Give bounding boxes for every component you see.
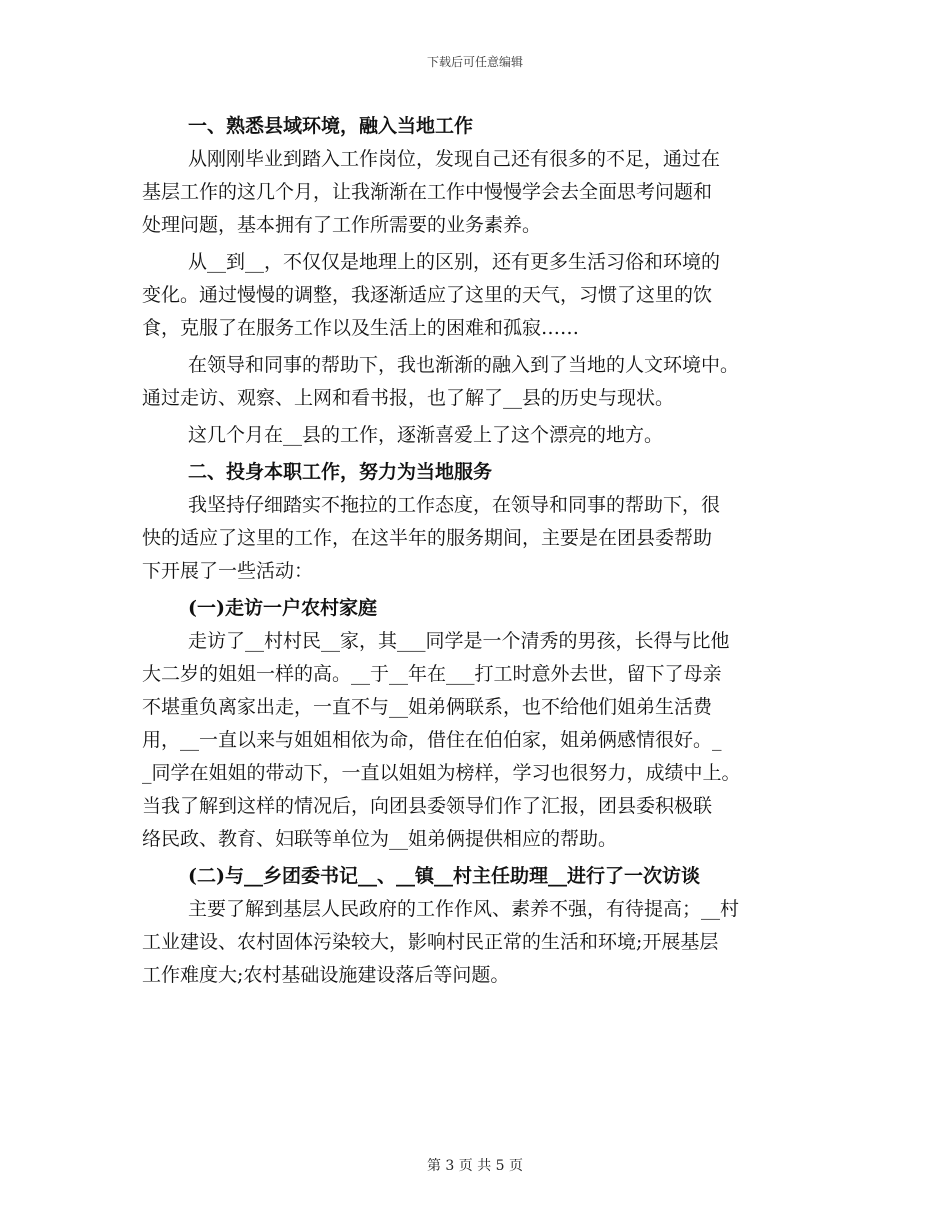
paragraph-line: 从刚刚毕业到踏入工作岗位，发现自己还有很多的不足，通过在 <box>188 148 721 170</box>
paragraph-line: 处理问题，基本拥有了工作所需要的业务素养。 <box>142 214 542 236</box>
paragraph-line: 工业建设、农村固体污染较大，影响村民正常的生活和环境;开展基层 <box>142 931 719 953</box>
paragraph-7 <box>142 893 810 992</box>
section-heading-1: 一、熟悉县域环境，融入当地工作 <box>188 115 474 137</box>
subsection-heading-2: (二)与__乡团委书记__、__镇__村主任助理__进行了一次访谈 <box>188 865 700 887</box>
paragraph-line: 基层工作的这几个月，让我渐渐在工作中慢慢学会去全面思考问题和 <box>142 181 713 203</box>
paragraph-5 <box>142 489 810 588</box>
paragraph-line: 工作难度大;农村基础设施建设落后等问题。 <box>142 964 510 986</box>
paragraph-line: 通过走访、观察、上网和看书报，也了解了__县的历史与现状。 <box>142 387 675 409</box>
subsection-heading-1: (一)走访一户农村家庭 <box>188 597 377 619</box>
paragraph-line: 在领导和同事的帮助下，我也渐渐的融入到了当地的人文环境中。 <box>188 354 740 376</box>
paragraph-line: 络民政、教育、妇联等单位为__姐弟俩提供相应的帮助。 <box>142 828 618 850</box>
paragraph-line: 变化。通过慢慢的调整，我逐渐适应了这里的天气，习惯了这里的饮 <box>142 284 713 306</box>
paragraph-line: 食，克服了在服务工作以及生活上的困难和孤寂…… <box>142 317 580 339</box>
paragraph-line: _同学在姐姐的带动下，一直以姐姐为榜样，学习也很努力，成绩中上。 <box>142 762 741 784</box>
paragraph-line: 我坚持仔细踏实不拖拉的工作态度，在领导和同事的帮助下，很 <box>188 494 721 516</box>
paragraph-line: 当我了解到这样的情况后，向团县委领导们作了汇报，团县委积极联 <box>142 795 713 817</box>
section-heading-2: 二、投身本职工作，努力为当地服务 <box>188 461 493 483</box>
paragraph-4 <box>142 419 810 452</box>
paragraph-line: 主要了解到基层人民政府的工作作风、素养不强，有待提高；__村 <box>188 898 740 920</box>
paragraph-line: 下开展了一些活动： <box>142 560 314 582</box>
paragraph-line: 不堪重负离家出走，一直不与__姐弟俩联系，也不给他们姐弟生活费 <box>142 696 713 718</box>
paragraph-line: 从__到__，不仅仅是地理上的区别，还有更多生活习俗和环境的 <box>188 251 721 273</box>
page-number: 第 3 页 共 5 页 <box>426 1158 524 1174</box>
paragraph-line: 走访了__村村民__家，其___同学是一个清秀的男孩，长得与比他 <box>188 630 730 652</box>
paragraph-line: 快的适应了这里的工作，在这半年的服务期间，主要是在团县委帮助 <box>142 527 713 549</box>
paragraph-line: 用，__一直以来与姐姐相依为命，借住在伯伯家，姐弟俩感情很好。_ <box>142 729 722 751</box>
paragraph-3 <box>142 349 810 415</box>
document-body <box>142 110 810 992</box>
paragraph-1 <box>142 143 810 242</box>
paragraph-line: 这几个月在__县的工作，逐渐喜爱上了这个漂亮的地方。 <box>188 424 664 446</box>
header-note: 下载后可任意编辑 <box>426 55 523 69</box>
paragraph-6 <box>142 625 810 856</box>
paragraph-2 <box>142 246 810 345</box>
paragraph-line: 大二岁的姐姐一样的高。__于__年在___打工时意外去世，留下了母亲 <box>142 663 722 685</box>
